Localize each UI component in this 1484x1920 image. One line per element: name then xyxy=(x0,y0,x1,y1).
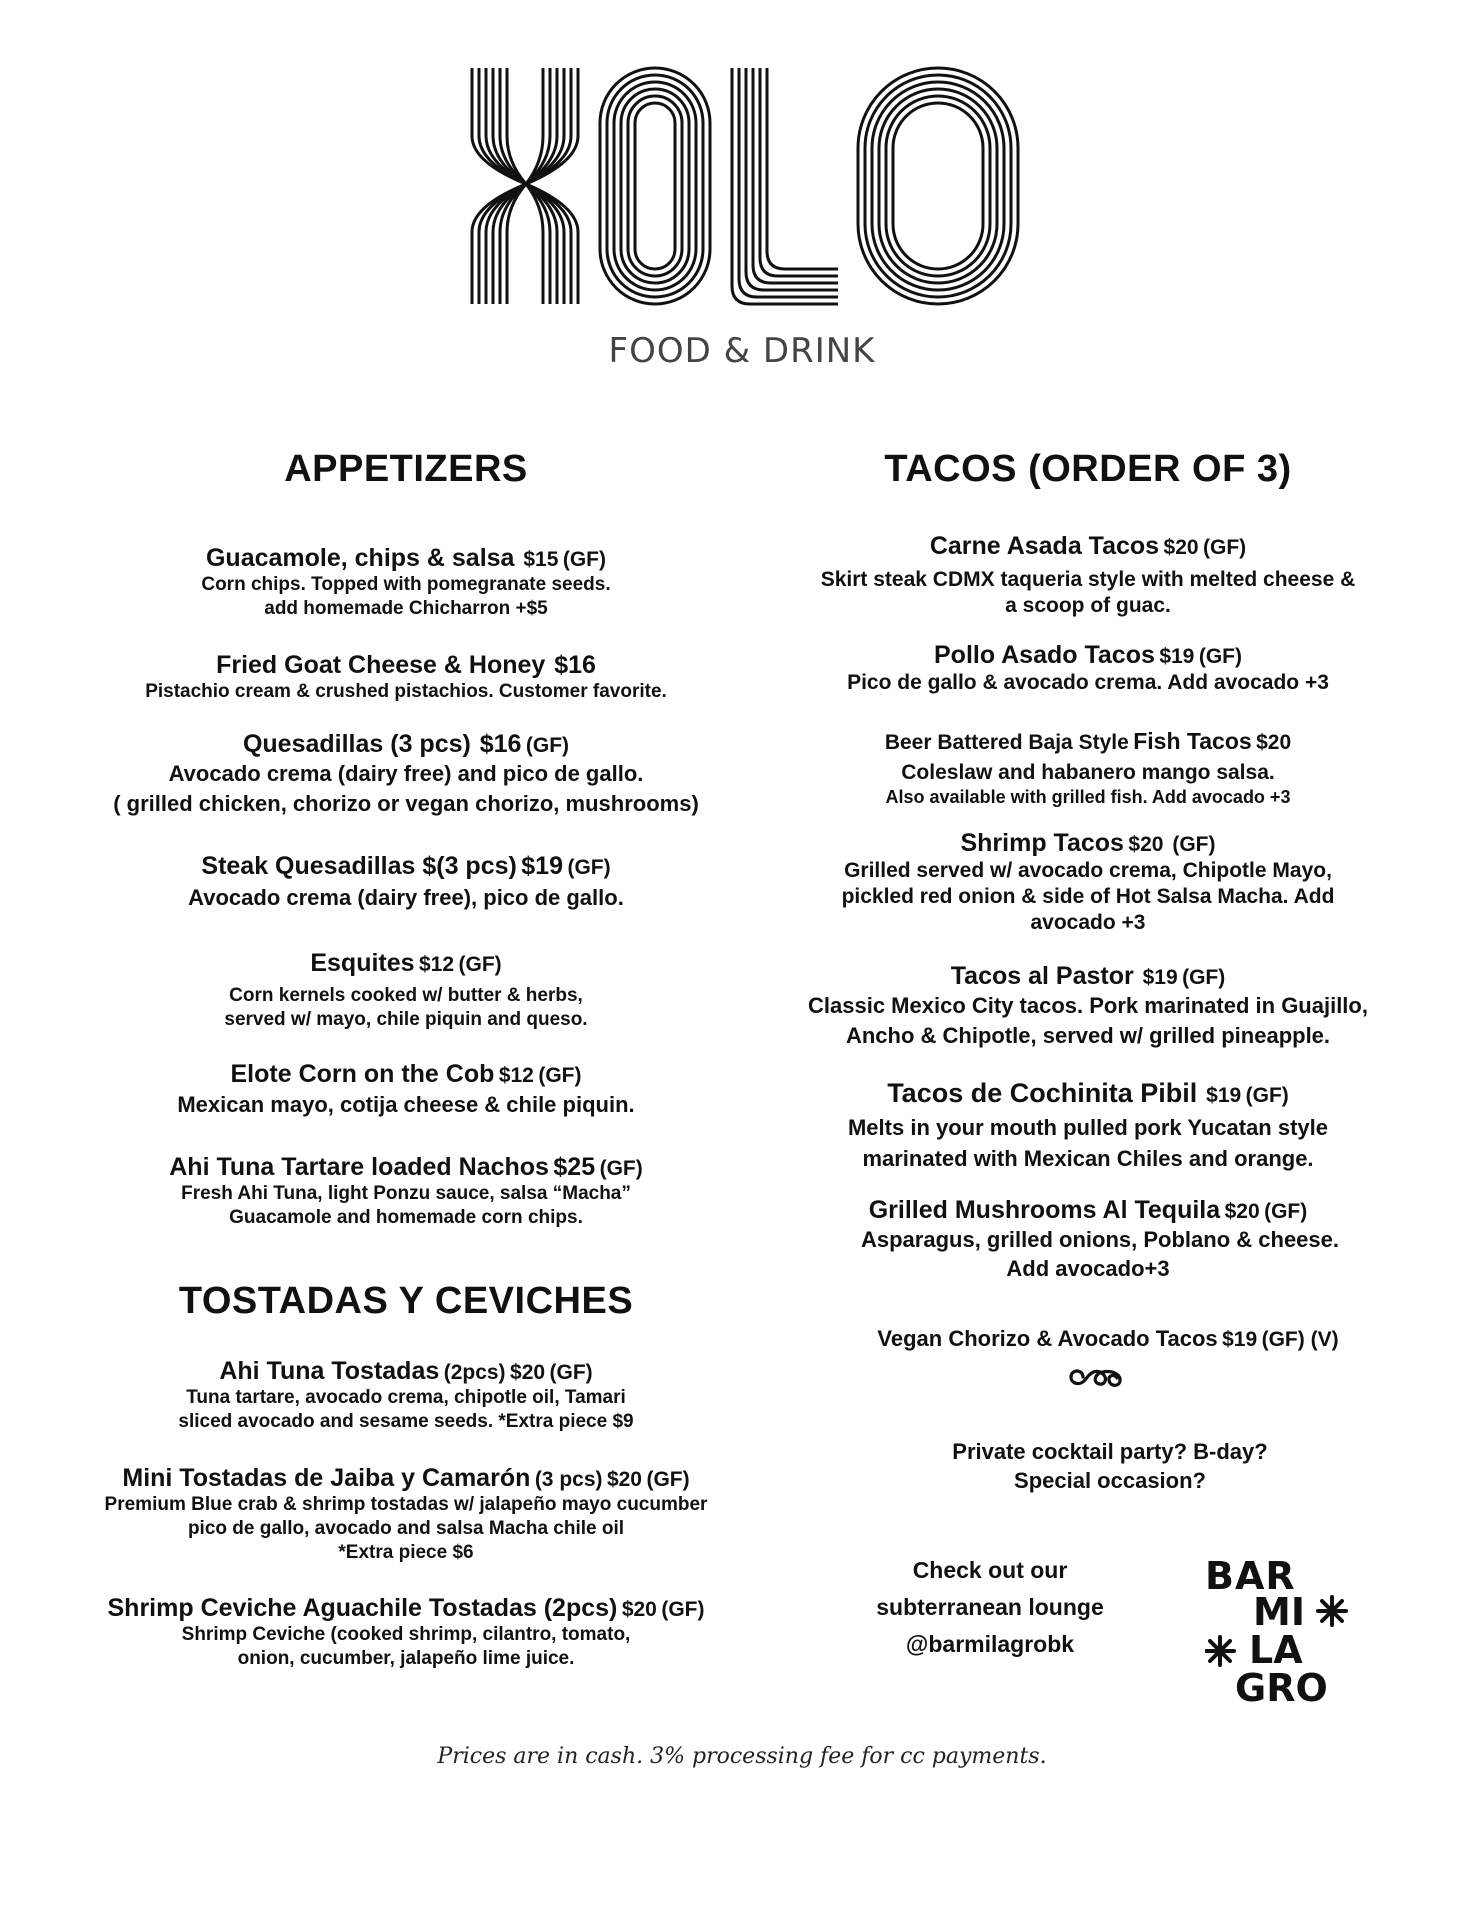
bar-logo-line: LA xyxy=(1249,1628,1303,1672)
menu-item: Fried Goat Cheese & Honey $16 Pistachio cream & crushed pistachios. Customer favorite. xyxy=(145,651,667,702)
private-party-note: Private cocktail party? B-day? Special occasion? xyxy=(952,1439,1268,1493)
menu-item: Carne Asada Tacos $20 (GF) Skirt steak CDMX taqueria style with melted cheese & a scoop of guac. xyxy=(820,532,1356,617)
menu-item: Tacos de Cochinita Pibil $19 (GF) Melts in your mouth pulled pork Yucatan style marinated with Mexican Chiles and orange. xyxy=(847,1078,1328,1171)
menu-item: Pollo Asado Tacos $19 (GF) Pico de gallo & avocado crema. Add avocado +3 xyxy=(847,641,1329,694)
payment-note: Prices are in cash. 3% processing fee for cc payments. xyxy=(437,1744,1047,1769)
instagram-handle: @barmilagrobk xyxy=(905,1631,1075,1657)
tostadas-title: TOSTADAS Y CEVICHES xyxy=(178,1280,634,1322)
left-column xyxy=(72,0,740,1920)
lounge-note: Check out our subterranean lounge @barmilagrobk xyxy=(840,1552,1140,1663)
swirl-ornament-icon xyxy=(1063,1360,1129,1394)
flower-asterisk-icon xyxy=(1206,1637,1234,1665)
menu-item: Mini Tostadas de Jaiba y Camarón (3 pcs) $20 (GF) Premium Blue crab & shrimp tostadas w/ jalapeño mayo cucumber pico de gallo, avocado and salsa Macha chile oil *Extra piece $6 xyxy=(104,1464,708,1563)
menu-item: Grilled Mushrooms Al Tequila $20 (GF) Asparagus, grilled onions, Poblano & cheese. Add avocado+3 xyxy=(861,1196,1339,1281)
menu-item: Ahi Tuna Tartare loaded Nachos $25 (GF) Fresh Ahi Tuna, light Ponzu sauce, salsa “Macha” Guacamole and homemade corn chips. xyxy=(169,1153,643,1228)
tacos-title: TACOS (ORDER OF 3) xyxy=(884,448,1292,490)
menu-item: Vegan Chorizo & Avocado Tacos $19 (GF) (V) xyxy=(877,1326,1339,1351)
brand-subtitle: FOOD & DRINK xyxy=(608,331,876,371)
appetizers-title: APPETIZERS xyxy=(284,448,528,490)
menu-item: Quesadillas (3 pcs) $16 (GF) Avocado crema (dairy free) and pico de gallo. ( grilled chicken, chorizo or vegan chorizo, mushrooms) xyxy=(113,730,699,816)
menu-item: Guacamole, chips & salsa $15 (GF) Corn chips. Topped with pomegranate seeds. add homemade Chicharron +$5 xyxy=(201,544,611,619)
bar-logo-line: BAR xyxy=(1205,1555,1296,1598)
bar-milagro-logo xyxy=(1205,1555,1355,1705)
flower-asterisk-icon xyxy=(1318,1597,1346,1625)
menu-item: Shrimp Ceviche Aguachile Tostadas (2pcs) $20 (GF) Shrimp Ceviche (cooked shrimp, cilantro, tomato, onion, cucumber, jalapeño lime juice. xyxy=(107,1594,705,1669)
menu-item: Ahi Tuna Tostadas (2pcs) $20 (GF) Tuna tartare, avocado crema, chipotle oil, Tamari sliced avocado and sesame seeds. *Extra piece $9 xyxy=(178,1357,634,1432)
bar-logo-line: GRO xyxy=(1235,1666,1328,1705)
menu-item: Esquites $12 (GF) Corn kernels cooked w/ butter & herbs, served w/ mayo, chile piquin and queso. xyxy=(224,949,588,1030)
menu-item: Beer Battered Baja Style Fish Tacos $20 Coleslaw and habanero mango salsa. Also available with grilled fish. Add avocado +3 xyxy=(884,728,1292,807)
menu-item: Elote Corn on the Cob $12 (GF) Mexican mayo, cotija cheese & chile piquin. xyxy=(177,1060,635,1117)
menu-item: Shrimp Tacos $20 (GF) Grilled served w/ avocado crema, Chipotle Mayo, pickled red onion & side of Hot Salsa Macha. Add avocado +3 xyxy=(841,829,1335,934)
menu-item: Tacos al Pastor $19 (GF) Classic Mexico City tacos. Pork marinated in Guajillo, Ancho & Chipotle, served w/ grilled pineapple. xyxy=(808,962,1368,1048)
bar-logo-line: MI xyxy=(1253,1590,1305,1634)
menu-item: Steak Quesadillas $(3 pcs) $19 (GF) Avocado crema (dairy free), pico de gallo. xyxy=(188,852,624,910)
